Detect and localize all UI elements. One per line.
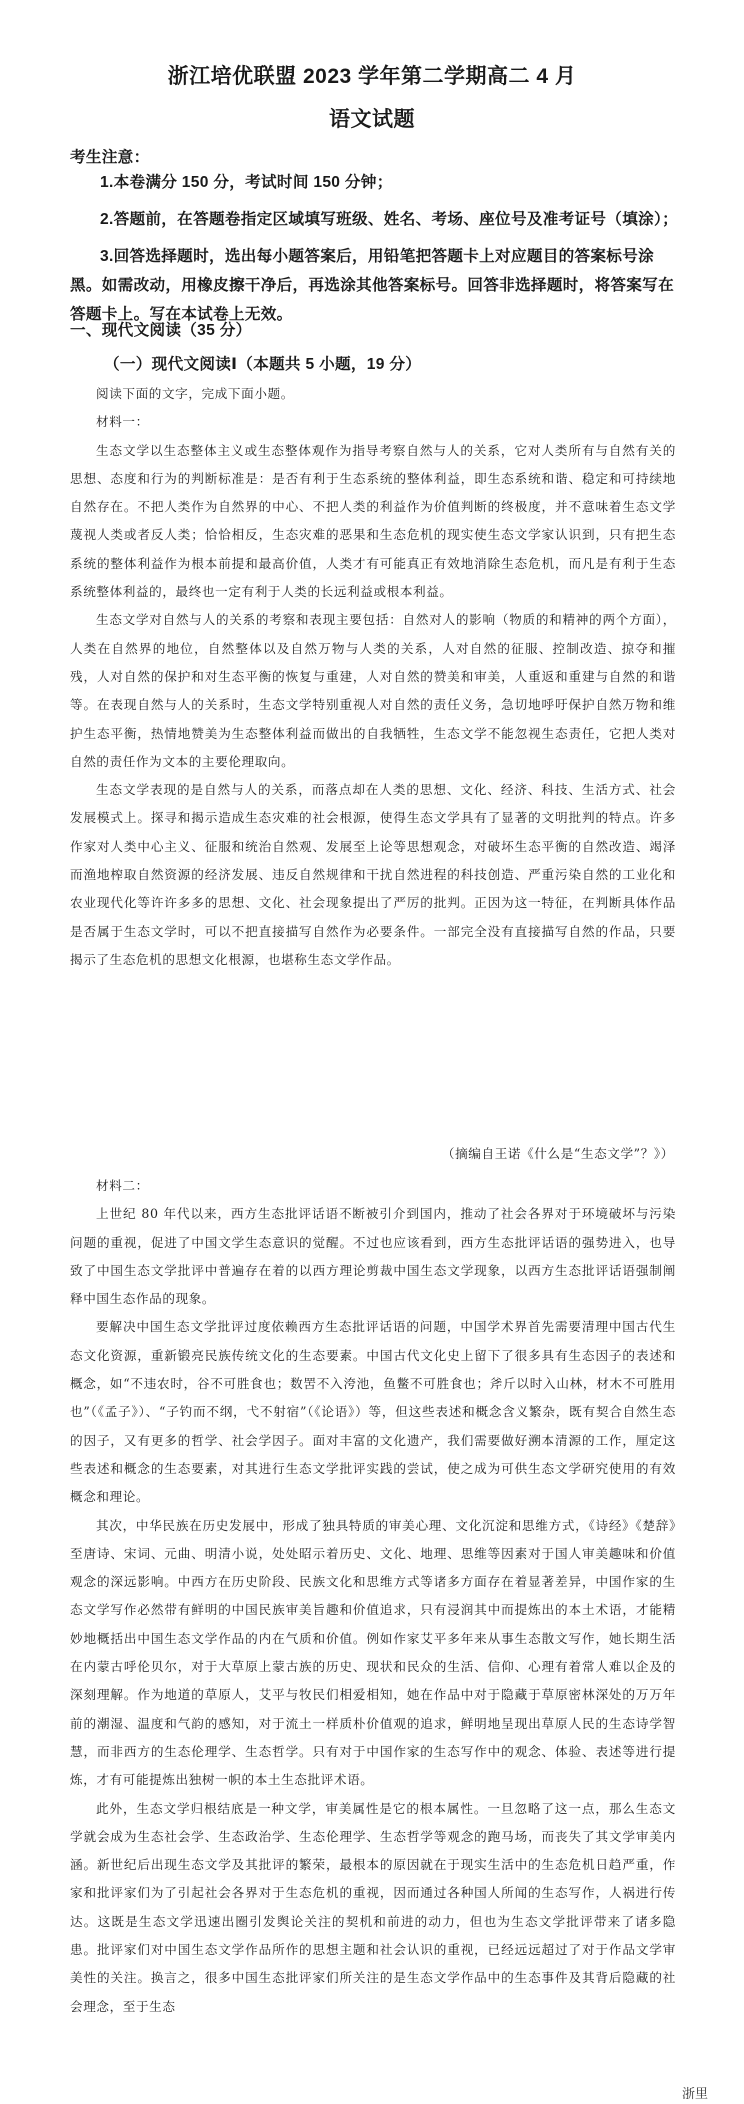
paragraph: 生态文学以生态整体主义或生态整体观作为指导考察自然与人的关系，它对人类所有与自然有关的思想、态度和行为的判断标准是：是否有利于生态系统的整体利益，即生态系统和谐、稳定和可持续地自然存在。不把人类作为自然界的中心、不把人类的利益作为价值判断的终极度，并不意味着生态文学蔑视人类或者反人类；恰恰相反，生态灾难的恶果和生态危机的现实使生态文学家认识到，只有把生态系统的整体利益作为根本前提和最高价值，人类才有可能真正有效地消除生态危机，而凡是有利于生态系统整体利益的，最终也一定有利于人类的长远利益或根本利益。 <box>70 442 676 600</box>
material-block-2 <box>70 1172 676 2021</box>
exam-title: 浙江培优联盟 2023 学年第二学期高二 4 月 <box>167 65 577 88</box>
notice-item-3: 3.回答选择题时，选出每小题答案后，用铅笔把答题卡上对应题目的答案标号涂黑。如需改动，用橡皮擦干净后，再选涂其他答案标号。回答非选择题时，将答案写在答题卡上。写在本试卷上无效。 <box>70 248 674 323</box>
subsection-title: （一）现代文阅读Ⅰ（本题共 5 小题，19 分） <box>104 356 422 373</box>
notice-item-1: 1.本卷满分 150 分，考试时间 150 分钟； <box>100 174 393 191</box>
section-title: 一、现代文阅读（35 分） <box>70 322 252 339</box>
material-label: 材料二： <box>96 1178 149 1193</box>
notice-heading: 考生注意： <box>70 149 150 166</box>
exam-subject: 语文试题 <box>329 108 415 131</box>
paragraph: 要解决中国生态文学批评过度依赖西方生态批评话语的问题，中国学术界首先需要清理中国古代生态文化资源，重新锻亮民族传统文化的生态要素。中国古代文化史上留下了很多具有生态因子的表述和概念，如“不违农时，谷不可胜食也；数罟不入洿池，鱼鳖不可胜食也；斧斤以时入山林，材木不可胜用也”（《孟子》）、“子钓而不纲，弋不射宿”（《论语》）等，但这些表述和概念含义繁杂，既有契合自然生态的因子，又有更多的哲学、社会学因子。面对丰富的文化遗产，我们需要做好溯本清源的工作，厘定这些表述和概念的生态要素，对其进行生态文学批评实践的尝试，使之成为可供生态文学研究使用的有效概念和理论。 <box>70 1319 676 1505</box>
paragraph: 上世纪 80 年代以来，西方生态批评话语不断被引介到国内，推动了社会各界对于环境破坏与污染问题的重视，促进了中国文学生态意识的觉醒。不过也应该看到，西方生态批评话语的强势进入，也导致了中国生态文学批评中普遍存在着的以西方理论剪裁中国生态文学现象，以西方生态批评话语强制阐释中国生态作品的现象。 <box>70 1206 676 1307</box>
footer-watermark: 浙里 <box>681 2086 708 2101</box>
citation: （摘编自王诺《什么是“生态文学”？》） <box>441 1146 674 1161</box>
material-label: 材料一： <box>96 414 149 430</box>
paragraph: 生态文学对自然与人的关系的考察和表现主要包括：自然对人的影响（物质的和精神的两个方面），人类在自然界的地位，自然整体以及自然万物与人类的关系，人对自然的征服、控制改造、掠夺和摧残，人对自然的保护和对生态平衡的恢复与重建，人对自然的赞美和审美，人重返和重建与自然的和谐等。在表现自然与人的关系时，生态文学特别重视人对自然的责任义务，急切地呼吁保护自然万物和维护生态平衡，热情地赞美为生态整体利益而做出的自我牺牲，生态文学不能忽视生态责任，它把人类对自然的责任作为文本的主要伦理取向。 <box>70 612 676 769</box>
reading-instruction: 阅读下面的文字，完成下面小题。 <box>96 386 294 401</box>
notice-item-2: 2.答题前，在答题卷指定区域填写班级、姓名、考场、座位号及准考证号（填涂）； <box>100 211 678 228</box>
paragraph: 生态文学表现的是自然与人的关系，而落点却在人类的思想、文化、经济、科技、生活方式、社会发展模式上。探寻和揭示造成生态灾难的社会根源，使得生态文学具有了显著的文明批判的特点。许多作家对人类中心主义、征服和统治自然观、发展至上论等思想观念，对破坏生态平衡的自然改造、竭泽而渔地榨取自然资源的经济发展、违反自然规律和干扰自然进程的科技创造、严重污染自然的工业化和农业现代化等许许多多的思想、文化、社会现象提出了严厉的批判。正因为这一特征，在判断具体作品是否属于生态文学时，可以不把直接描写自然作为必要条件。一部完全没有直接描写自然的作品，只要揭示了生态危机的思想文化根源，也堪称生态文学作品。 <box>70 782 676 967</box>
material-block-1 <box>70 380 676 974</box>
paragraph: 其次，中华民族在历史发展中，形成了独具特质的审美心理、文化沉淀和思维方式，《诗经》《楚辞》至唐诗、宋词、元曲、明清小说，处处昭示着历史、文化、地理、思维等因素对于国人审美趣味和价值观念的深远影响。中西方在历史阶段、民族文化和思维方式等诸多方面存在着显著差异，中国作家的生态文学写作必然带有鲜明的中国民族审美旨趣和价值追求，只有浸润其中而提炼出的本土术语，才能精妙地概括出中国生态文学作品的内在气质和价值。例如作家艾平多年来从事生态散文写作，她长期生活在内蒙古呼伦贝尔，对于大草原上蒙古族的历史、现状和民众的生活、信仰、心理有着常人难以企及的深刻理解。作为地道的草原人，艾平与牧民们相爱相知，她在作品中对于隐藏于草原密林深处的万万年前的潮湿、温度和气韵的感知，对于流土一样质朴价值观的追求，鲜明地呈现出草原人民的生态诗学智慧，而非西方的生态伦理学、生态哲学。只有对于中国作家的生态写作中的观念、体验、表述等进行提炼，才有可能提炼出独树一帜的本土生态批评术语。 <box>70 1517 676 1788</box>
paragraph: 此外，生态文学归根结底是一种文学，审美属性是它的根本属性。一旦忽略了这一点，那么生态文学就会成为生态社会学、生态政治学、生态伦理学、生态哲学等观念的跑马场，而丧失了其文学审美内涵。新世纪后出现生态文学及其批评的繁荣，最根本的原因就在于现实生活中的生态危机日趋严重，作家和批评家们为了引起社会各界对于生态危机的重视，因而通过各种国人所闻的生态写作，人祸进行传达。这既是生态文学迅速出圈引发舆论关注的契机和前进的动力，但也为生态文学批评带来了诸多隐患。批评家们对中国生态文学作品所作的思想主题和社会认识的重视，已经远远超过了对于作品文学审美性的关注。换言之，很多中国生态批评家们所关注的是生态文学作品中的生态事件及其背后隐藏的社会理念，至于生态 <box>70 1800 676 2014</box>
